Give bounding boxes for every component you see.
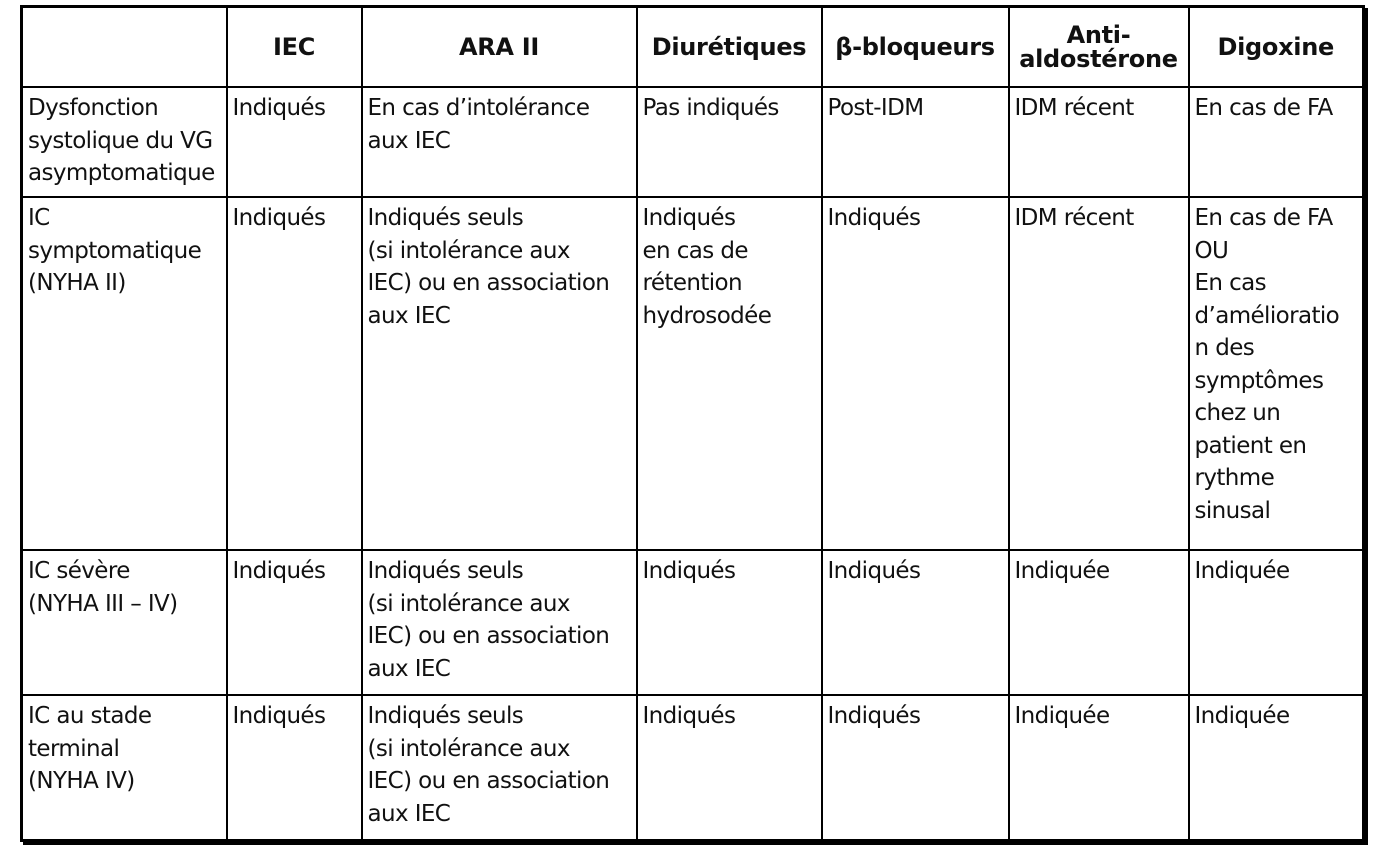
cell-line: IEC) ou en association	[367, 270, 610, 296]
table-row	[22, 695, 1364, 841]
cell-iec	[227, 197, 362, 550]
cell-line: (NYHA III – IV)	[28, 590, 178, 617]
header-beta-bloqueurs: β-bloqueurs	[822, 7, 1009, 88]
cell-line: IC sévère	[28, 558, 130, 584]
table-row	[22, 87, 1364, 197]
cell-line: Post-IDM	[827, 95, 924, 121]
cell-ara-ii	[362, 695, 637, 841]
cell-line: IEC) ou en association	[367, 768, 610, 794]
cell-line: patient en	[1194, 432, 1307, 459]
cell-line: Indiqués	[642, 205, 736, 231]
table-row	[22, 550, 1364, 695]
cell-line: rythme	[1194, 465, 1275, 491]
cell-line: sinusal	[1194, 497, 1271, 524]
cell-anti-aldosterone	[1009, 87, 1189, 197]
cell-beta-bloqueurs	[822, 197, 1009, 550]
cell-diuretiques	[637, 197, 822, 550]
header-iec: IEC	[227, 7, 362, 88]
cell-line: IC au stade	[28, 703, 152, 729]
cell-line: Indiquée	[1194, 558, 1290, 584]
cell-iec	[227, 550, 362, 695]
cell-line: symptomatique	[28, 237, 202, 264]
cell-line: (NYHA IV)	[28, 768, 135, 794]
cell-diuretiques	[637, 550, 822, 695]
cell-line: Indiqués	[232, 95, 326, 121]
cell-stage	[22, 197, 227, 550]
cell-line: (NYHA II)	[28, 270, 126, 296]
cell-line: Indiqués	[827, 703, 921, 729]
cell-line: asymptomatique	[28, 160, 215, 186]
cell-digoxine	[1189, 695, 1364, 841]
cell-iec	[227, 87, 362, 197]
cell-line: En cas de FA	[1194, 205, 1333, 231]
cell-line: (si intolérance aux	[367, 735, 570, 762]
cell-line: Indiqués seuls	[367, 205, 524, 231]
cell-beta-bloqueurs	[822, 87, 1009, 197]
cell-line: IDM récent	[1014, 205, 1134, 231]
cell-line: Pas indiqués	[642, 95, 779, 121]
cell-line: symptômes	[1194, 367, 1324, 394]
cell-line: Indiqués	[642, 703, 736, 729]
cell-line: Indiqués seuls	[367, 703, 524, 729]
cell-line: n des	[1194, 335, 1255, 361]
cell-line: Indiquée	[1194, 703, 1290, 729]
cell-line: Indiquée	[1014, 703, 1110, 729]
cell-line: Indiqués	[232, 558, 326, 584]
cell-ara-ii	[362, 550, 637, 695]
cell-ara-ii	[362, 87, 637, 197]
cell-line: terminal	[28, 735, 120, 762]
cell-line: IC	[28, 205, 50, 231]
cell-diuretiques	[637, 87, 822, 197]
cell-digoxine	[1189, 87, 1364, 197]
cell-stage	[22, 695, 227, 841]
header-digoxine: Digoxine	[1189, 7, 1364, 88]
cell-line: d’amélioratio	[1194, 302, 1340, 329]
cell-line: Indiqués	[827, 558, 921, 584]
cell-line: aux IEC	[367, 655, 451, 682]
cell-stage	[22, 550, 227, 695]
treatment-table	[20, 5, 1365, 842]
cell-digoxine	[1189, 197, 1364, 550]
cell-line: chez un	[1194, 400, 1281, 426]
cell-line: rétention	[642, 270, 743, 296]
cell-digoxine	[1189, 550, 1364, 695]
header-anti-aldosterone: Anti- aldostérone	[1009, 7, 1189, 88]
cell-beta-bloqueurs	[822, 695, 1009, 841]
cell-line: En cas	[1194, 270, 1267, 296]
cell-anti-aldosterone	[1009, 695, 1189, 841]
cell-iec	[227, 695, 362, 841]
cell-line: aux IEC	[367, 800, 451, 827]
table-body	[22, 87, 1364, 841]
cell-line: hydrosodée	[642, 302, 772, 329]
cell-line: Indiqués seuls	[367, 558, 524, 584]
header-diuretiques: Diurétiques	[637, 7, 822, 88]
cell-line: Indiquée	[1014, 558, 1110, 584]
cell-line: (si intolérance aux	[367, 237, 570, 264]
cell-line: Indiqués	[642, 558, 736, 584]
cell-line: en cas de	[642, 237, 748, 264]
cell-line: En cas d’intolérance	[367, 95, 590, 121]
table-row	[22, 197, 1364, 550]
cell-ara-ii	[362, 197, 637, 550]
cell-line: IDM récent	[1014, 95, 1134, 121]
cell-beta-bloqueurs	[822, 550, 1009, 695]
cell-line: Dysfonction	[28, 95, 159, 121]
cell-line: Indiqués	[827, 205, 921, 231]
cell-line: aux IEC	[367, 127, 451, 154]
cell-line: OU	[1194, 237, 1229, 264]
header-ara-ii: ARA II	[362, 7, 637, 88]
cell-line: (si intolérance aux	[367, 590, 570, 617]
cell-line: Indiqués	[232, 205, 326, 231]
cell-line: En cas de FA	[1194, 95, 1333, 121]
header-row	[22, 7, 1364, 88]
cell-diuretiques	[637, 695, 822, 841]
cell-anti-aldosterone	[1009, 550, 1189, 695]
cell-anti-aldosterone	[1009, 197, 1189, 550]
cell-line: IEC) ou en association	[367, 623, 610, 649]
cell-stage	[22, 87, 227, 197]
cell-line: aux IEC	[367, 302, 451, 329]
cell-line: systolique du VG	[28, 127, 213, 154]
cell-line: Indiqués	[232, 703, 326, 729]
header-empty-cell	[22, 7, 227, 88]
